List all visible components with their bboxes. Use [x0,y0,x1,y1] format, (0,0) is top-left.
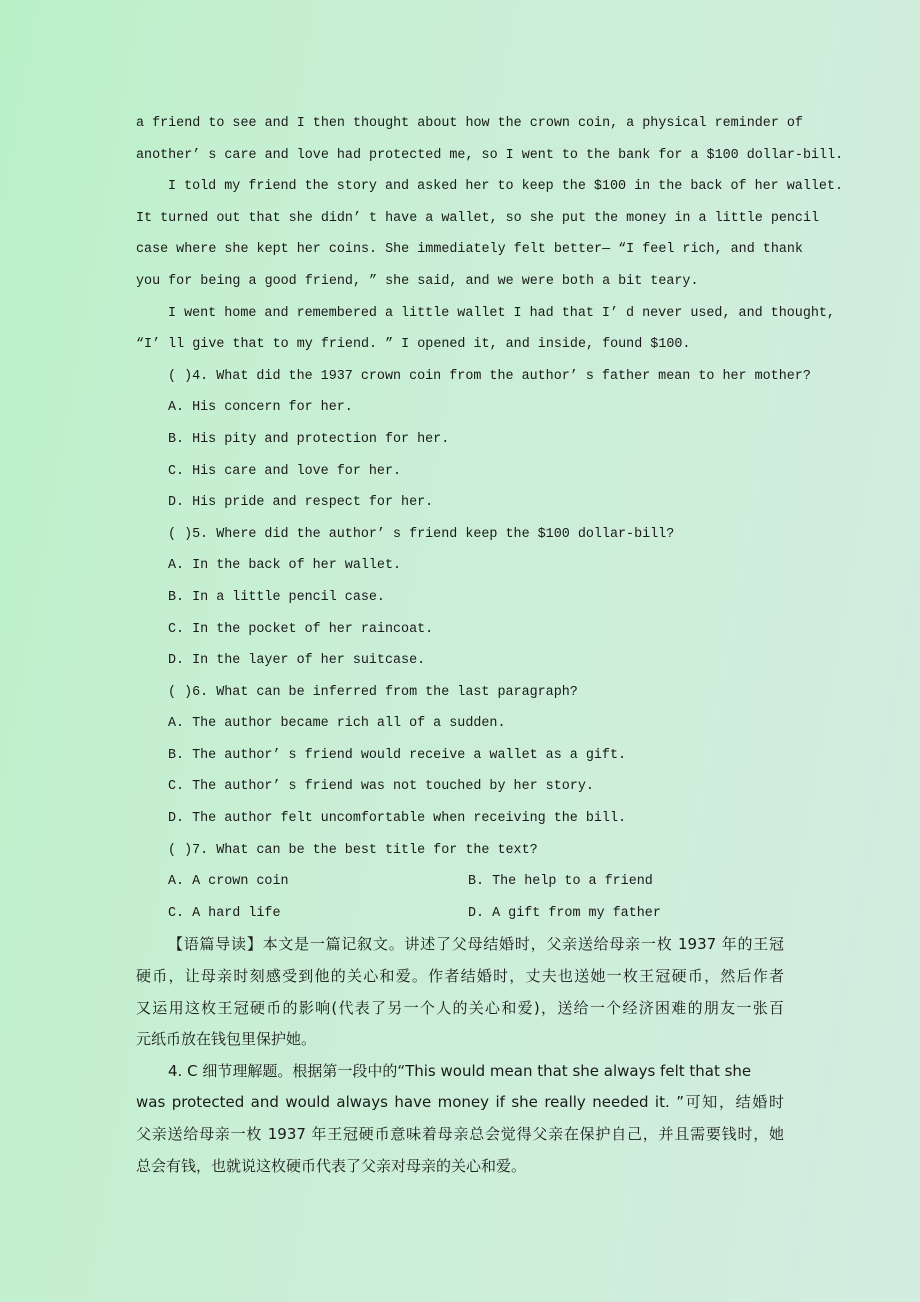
analysis-line: 又运用这枚王冠硬币的影响(代表了另一个人的关心和爱)，送给一个经济困难的朋友一张百 [136,998,784,1017]
analysis-line: 元纸币放在钱包里保护她。 [136,1030,317,1049]
question-option: C. His care and love for her. [168,463,402,479]
question-option: A. The author became rich all of a sudden. [168,716,506,732]
question-option: C. In the pocket of her raincoat. [168,621,434,637]
question-option: C. A hard life [168,905,281,921]
question-option: A. A crown coin [168,874,289,890]
analysis-line: 父亲送给母亲一枚 1937 年王冠硬币意味着母亲总会觉得父亲在保护自己，并且需要钱时，她 [136,1125,784,1143]
passage-line: I went home and remembered a little wallet I had that I’ d never used, and thought, [168,305,835,321]
analysis-line: 4. C 细节理解题。根据第一段中的“This would mean that she always felt that she [168,1061,752,1080]
passage-line: case where she kept her coins. She immediately felt better— “I feel rich, and thank [136,242,803,258]
question-option: B. The help to a friend [468,874,653,890]
question-option: D. A gift from my father [468,905,661,921]
analysis [136,929,808,1182]
questions [136,361,811,930]
analysis-line: was protected and would always have money if she really needed it. ”可知，结婚时 [136,1093,784,1112]
analysis-line: 硬币，让母亲时刻感受到他的关心和爱。作者结婚时，丈夫也送她一枚王冠硬币，然后作者 [136,967,784,986]
question-option: D. In the layer of her suitcase. [168,653,426,669]
passage-line: a friend to see and I then thought about how the crown coin, a physical reminder of [136,116,803,131]
question-stem: ( )6. What can be inferred from the last paragraph? [168,684,578,700]
option-row [136,898,808,930]
question-option: B. The author’ s friend would receive a wallet as a gift. [168,747,627,763]
question-stem: ( )7. What can be the best title for the text? [168,842,538,858]
analysis-line: 【语篇导读】本文是一篇记叙文。讲述了父母结婚时，父亲送给母亲一枚 1937 年的王冠 [168,935,784,954]
passage-line: another’ s care and love had protected me, so I went to the bank for a $100 dollar-bill. [136,147,844,163]
question-option: D. The author felt uncomfortable when receiving the bill. [168,811,627,827]
question-option: B. In a little pencil case. [168,589,385,605]
question-option: B. His pity and protection for her. [168,431,450,447]
passage-line: I told my friend the story and asked her to keep the $100 in the back of her wallet. [168,179,843,195]
option-row [136,866,808,898]
passage [136,108,844,361]
question-stem: ( )4. What did the 1937 crown coin from the author’ s father mean to her mother? [168,368,811,384]
question-option: C. The author’ s friend was not touched by her story. [168,779,594,795]
question-option: A. In the back of her wallet. [168,558,402,574]
question-option: A. His concern for her. [168,400,353,416]
passage-line: It turned out that she didn’ t have a wallet, so she put the money in a little pencil [136,210,820,226]
analysis-line: 总会有钱，也就说这枚硬币代表了父亲对母亲的关心和爱。 [136,1156,527,1175]
document-page [136,108,844,1182]
question-option: D. His pride and respect for her. [168,495,434,511]
passage-line: you for being a good friend, ” she said, and we were both a bit teary. [136,273,699,289]
question-stem: ( )5. Where did the author’ s friend keep the $100 dollar-bill? [168,526,675,542]
passage-line: “I’ ll give that to my friend. ” I opened it, and inside, found $100. [136,337,691,353]
